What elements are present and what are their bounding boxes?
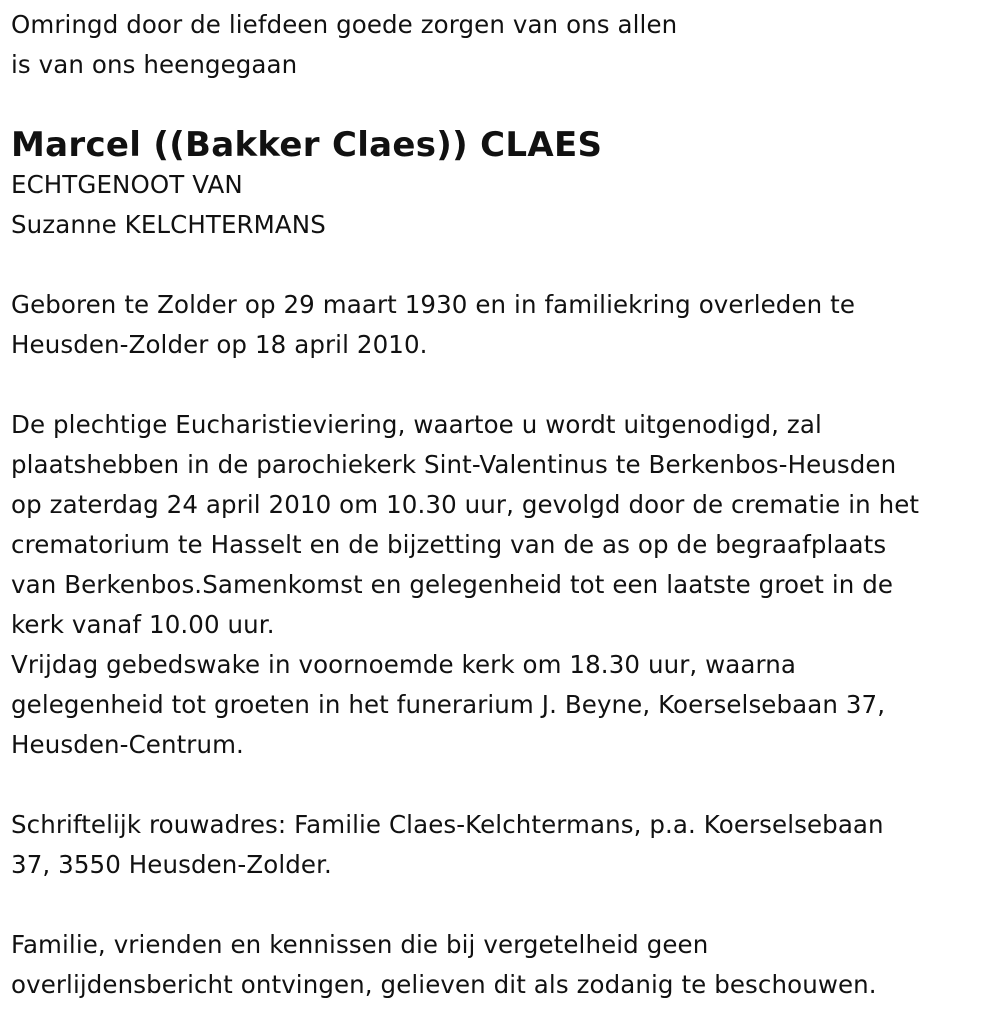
paragraph-line: 37, 3550 Heusden-Zolder.: [11, 850, 332, 879]
paragraph-line: Familie, vrienden en kennissen die bij vergetelheid geen: [11, 930, 709, 959]
deceased-name: Marcel ((Bakker Claes)) CLAES: [11, 125, 603, 165]
paragraph-line: Heusden-Zolder op 18 april 2010.: [11, 330, 428, 359]
paragraph-line: Heusden-Centrum.: [11, 730, 244, 759]
spouse-name: Suzanne KELCHTERMANS: [11, 210, 326, 239]
spacer: [11, 245, 990, 285]
paragraph-line: overlijdensbericht ontvingen, gelieven dit als zodanig te beschouwen.: [11, 970, 877, 999]
paragraph-line: De plechtige Eucharistieviering, waartoe u wordt uitgenodigd, zal: [11, 410, 822, 439]
spacer: [11, 365, 990, 405]
paragraph-line: Schriftelijk rouwadres: Familie Claes-Kelchtermans, p.a. Koerselsebaan: [11, 810, 884, 839]
paragraph-line: van Berkenbos.Samenkomst en gelegenheid tot een laatste groet in de: [11, 570, 894, 599]
paragraph-line: kerk vanaf 10.00 uur.: [11, 610, 275, 639]
ceremony-paragraph: [11, 405, 990, 765]
relation-label: ECHTGENOOT VAN: [11, 170, 243, 199]
paragraph-line: plaatshebben in de parochiekerk Sint-Valentinus te Berkenbos-Heusden: [11, 450, 897, 479]
intro-line: Omringd door de liefdeen goede zorgen van ons allen: [11, 10, 678, 39]
paragraph-line: op zaterdag 24 april 2010 om 10.30 uur, gevolgd door de crematie in het: [11, 490, 920, 519]
paragraph-line: crematorium te Hasselt en de bijzetting van de as op de begraafplaats: [11, 530, 887, 559]
intro-line: is van ons heengegaan: [11, 50, 298, 79]
intro-section: [11, 5, 990, 85]
deceased-section: [11, 125, 990, 245]
paragraph-line: Geboren te Zolder op 29 maart 1930 en in familiekring overleden te: [11, 290, 856, 319]
birth-death-paragraph: [11, 285, 990, 365]
spacer: [11, 765, 990, 805]
paragraph-line: gelegenheid tot groeten in het funerarium J. Beyne, Koerselsebaan 37,: [11, 690, 886, 719]
paragraph-line: Vrijdag gebedswake in voornoemde kerk om 18.30 uur, waarna: [11, 650, 797, 679]
spacer: [11, 885, 990, 925]
address-paragraph: [11, 805, 990, 885]
closing-paragraph: [11, 925, 990, 1005]
